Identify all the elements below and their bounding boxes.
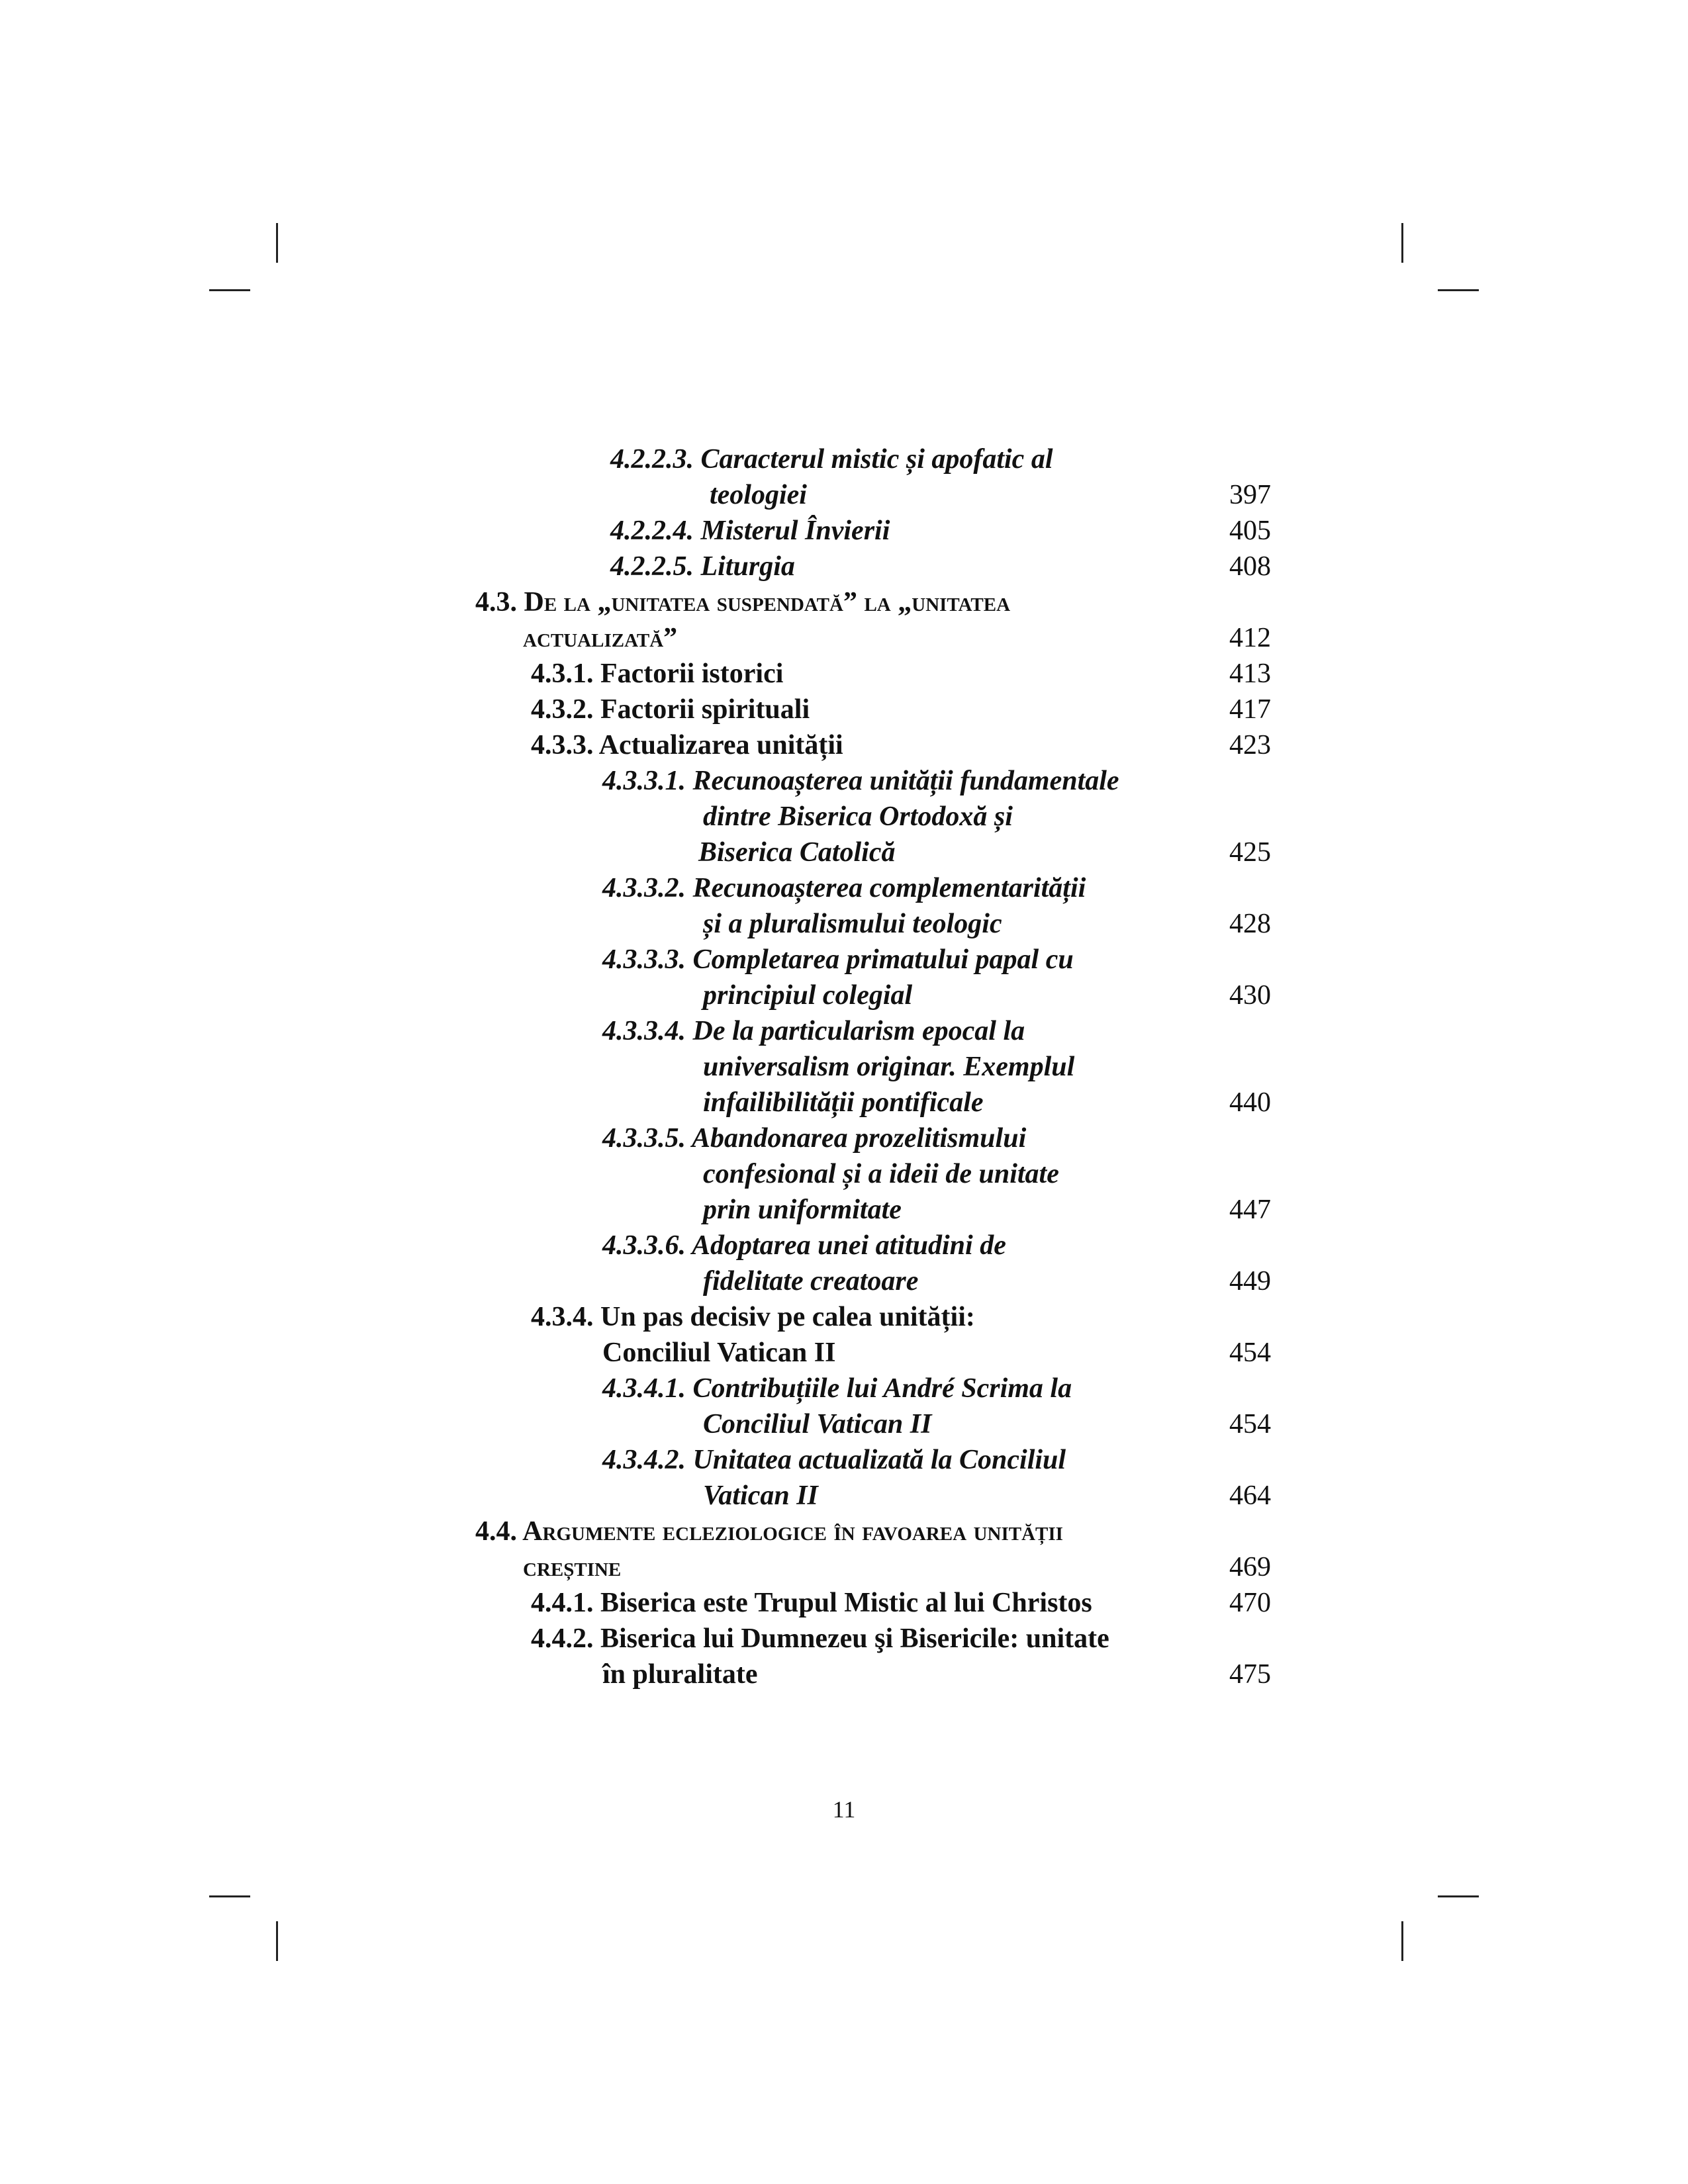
toc-line: 4.3.1. Factorii istorici 413 [531, 659, 1271, 689]
toc-line: 4.3.4.2. Unitatea actualizată la Conciliul [602, 1445, 1066, 1475]
toc-line: 4.4. Argumente ecleziologice în favoarea unității [475, 1516, 1063, 1547]
toc-line: 4.3.3.4. De la particularism epocal la [602, 1016, 1025, 1046]
toc-line: și a pluralismului teologic 428 [703, 909, 1271, 939]
toc-line: 4.3.4.1. Contribuțiile lui André Scrima la [602, 1373, 1072, 1404]
toc-line: universalism originar. Exemplul [703, 1052, 1075, 1082]
toc-line: 4.3.4. Un pas decisiv pe calea unității: [531, 1302, 975, 1332]
toc-line: teologiei 397 [710, 480, 1271, 510]
toc-line: confesional și a ideii de unitate [703, 1159, 1059, 1189]
toc-line: 4.3. De la „unitatea suspendată” la „unitatea [475, 587, 1011, 617]
toc-line: actualizată” 412 [523, 623, 1271, 653]
toc-line: principiul colegial 430 [703, 980, 1271, 1011]
toc-line: infailibilității pontificale 440 [703, 1087, 1271, 1118]
toc-line: 4.2.2.5. Liturgia 408 [610, 551, 1271, 582]
page-number: 11 [832, 1796, 856, 1823]
toc-line: 4.3.3.3. Completarea primatului papal cu [602, 944, 1074, 975]
toc-line: Conciliul Vatican II 454 [703, 1409, 1271, 1439]
toc-line: Vatican II 464 [703, 1480, 1271, 1511]
toc-line: Biserica Catolică 425 [698, 837, 1271, 868]
toc-line: Conciliul Vatican II 454 [602, 1338, 1271, 1368]
toc-line: 4.3.3.2. Recunoașterea complementarității [602, 873, 1086, 903]
toc-line: 4.4.2. Biserica lui Dumnezeu şi Bisericile: unitate [531, 1623, 1109, 1654]
toc-line: 4.3.3.6. Adoptarea unei atitudini de [602, 1230, 1006, 1261]
toc-line: prin uniformitate 447 [703, 1195, 1271, 1225]
toc-line: 4.2.2.3. Caracterul mistic și apofatic al [610, 444, 1053, 475]
toc-line: 4.3.2. Factorii spirituali 417 [531, 694, 1271, 725]
toc-line: 4.2.2.4. Misterul Învierii 405 [610, 516, 1271, 546]
toc-line: dintre Biserica Ortodoxă și [703, 801, 1013, 832]
toc-line: în pluralitate 475 [602, 1659, 1271, 1690]
toc-line: 4.3.3.5. Abandonarea prozelitismului [602, 1123, 1027, 1154]
toc-line: 4.3.3.1. Recunoașterea unității fundamentale [602, 766, 1119, 796]
toc-line: 4.3.3. Actualizarea unității 423 [531, 730, 1271, 760]
toc-line: fidelitate creatoare 449 [703, 1266, 1271, 1297]
toc-line: 4.4.1. Biserica este Trupul Mistic al lui Christos 470 [531, 1588, 1271, 1618]
toc-line: creștine 469 [523, 1552, 1271, 1582]
